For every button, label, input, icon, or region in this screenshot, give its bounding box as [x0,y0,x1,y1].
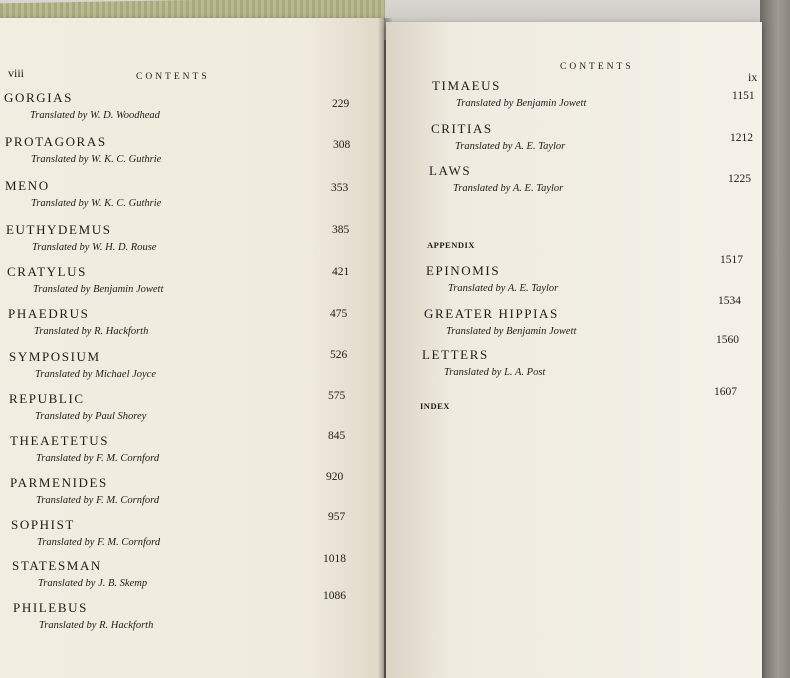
entry-title: CRATYLUS [7,264,87,279]
entry-translator: Translated by Benjamin Jowett [33,284,164,295]
entry-page-number: 1151 [732,90,755,102]
entry-page-number: 1225 [728,173,751,185]
entry-title: CRITIAS [431,121,493,136]
index-page-number: 1607 [714,386,737,398]
toc-entry [431,121,565,152]
entry-page-number: 308 [333,139,351,151]
entry-translator: Translated by F. M. Cornford [37,537,161,548]
entry-translator: Translated by Benjamin Jowett [456,98,587,109]
entry-translator: Translated by Paul Shorey [35,411,147,422]
entry-title: PARMENIDES [10,475,108,490]
entry-translator: Translated by W. D. Woodhead [30,110,160,121]
toc-entry [8,306,148,337]
toc-entry [429,163,563,194]
toc-entry [432,78,586,109]
entry-title: PHILEBUS [13,600,88,615]
contents-header-right: CONTENTS [560,62,634,72]
toc-entry [10,433,159,464]
entry-page-number: 1517 [720,254,743,266]
left-page [0,18,384,678]
entry-page-number: 1086 [323,590,346,602]
entry-title: LAWS [429,163,472,178]
folio-right: ix [748,70,758,84]
toc-entry [422,347,545,378]
toc-entry [9,391,146,422]
entry-page-number: 526 [330,349,348,361]
entry-title: EUTHYDEMUS [6,222,112,237]
book-cover-right [760,0,790,678]
entry-translator: Translated by R. Hackforth [39,620,154,631]
entry-title: MENO [5,178,50,193]
entry-page-number: 1560 [716,334,739,346]
entry-title: GREATER HIPPIAS [424,306,559,321]
entry-translator: Translated by R. Hackforth [34,326,149,337]
contents-header-left: CONTENTS [136,72,210,82]
entry-title: GORGIAS [4,90,73,105]
toc-entry [426,263,558,294]
entry-translator: Translated by F. M. Cornford [36,495,160,506]
entry-title: LETTERS [422,347,489,362]
entry-translator: Translated by L. A. Post [444,367,546,378]
entry-translator: Translated by J. B. Skemp [38,578,148,589]
toc-entry [7,264,163,295]
entry-page-number: 421 [332,266,350,278]
entry-translator: Translated by A. E. Taylor [455,141,566,152]
toc-entry [10,475,159,506]
toc-entry [5,134,161,165]
toc-entry [6,222,156,253]
entry-page-number: 229 [332,98,350,110]
right-page [386,22,762,678]
index-heading: INDEX [420,401,450,411]
entry-page-number: 475 [330,308,348,320]
toc-entry [424,306,576,337]
entry-title: EPINOMIS [426,263,501,278]
entry-page-number: 575 [328,390,346,402]
entry-title: THEAETETUS [10,433,110,448]
entry-translator: Translated by W. K. C. Guthrie [31,154,162,165]
toc-entry [4,90,160,121]
toc-entry [11,517,160,548]
entry-translator: Translated by A. E. Taylor [448,283,559,294]
entry-translator: Translated by W. K. C. Guthrie [31,198,162,209]
entry-title: PHAEDRUS [8,306,90,321]
entry-page-number: 385 [332,224,350,236]
appendix-heading: APPENDIX [427,240,475,250]
entry-translator: Translated by Michael Joyce [35,369,157,380]
entry-title: TIMAEUS [432,78,501,93]
entry-page-number: 353 [331,182,349,194]
entry-translator: Translated by A. E. Taylor [453,183,564,194]
entry-translator: Translated by F. M. Cornford [36,453,160,464]
entry-title: REPUBLIC [9,391,85,406]
entry-page-number: 1534 [718,295,741,307]
entry-title: SYMPOSIUM [9,349,101,364]
entry-translator: Translated by W. H. D. Rouse [32,242,157,253]
entry-title: SOPHIST [11,517,75,532]
entry-page-number: 1018 [323,553,346,565]
folio-left: viii [8,66,25,80]
toc-entry [9,349,156,380]
toc-entry [13,600,153,631]
entry-translator: Translated by Benjamin Jowett [446,326,577,337]
entry-page-number: 957 [328,511,346,523]
entry-title: PROTAGORAS [5,134,107,149]
entry-page-number: 920 [326,471,344,483]
toc-entry [12,558,147,589]
entry-page-number: 845 [328,430,346,442]
toc-entry [5,178,161,209]
entry-title: STATESMAN [12,558,102,573]
entry-page-number: 1212 [730,132,753,144]
